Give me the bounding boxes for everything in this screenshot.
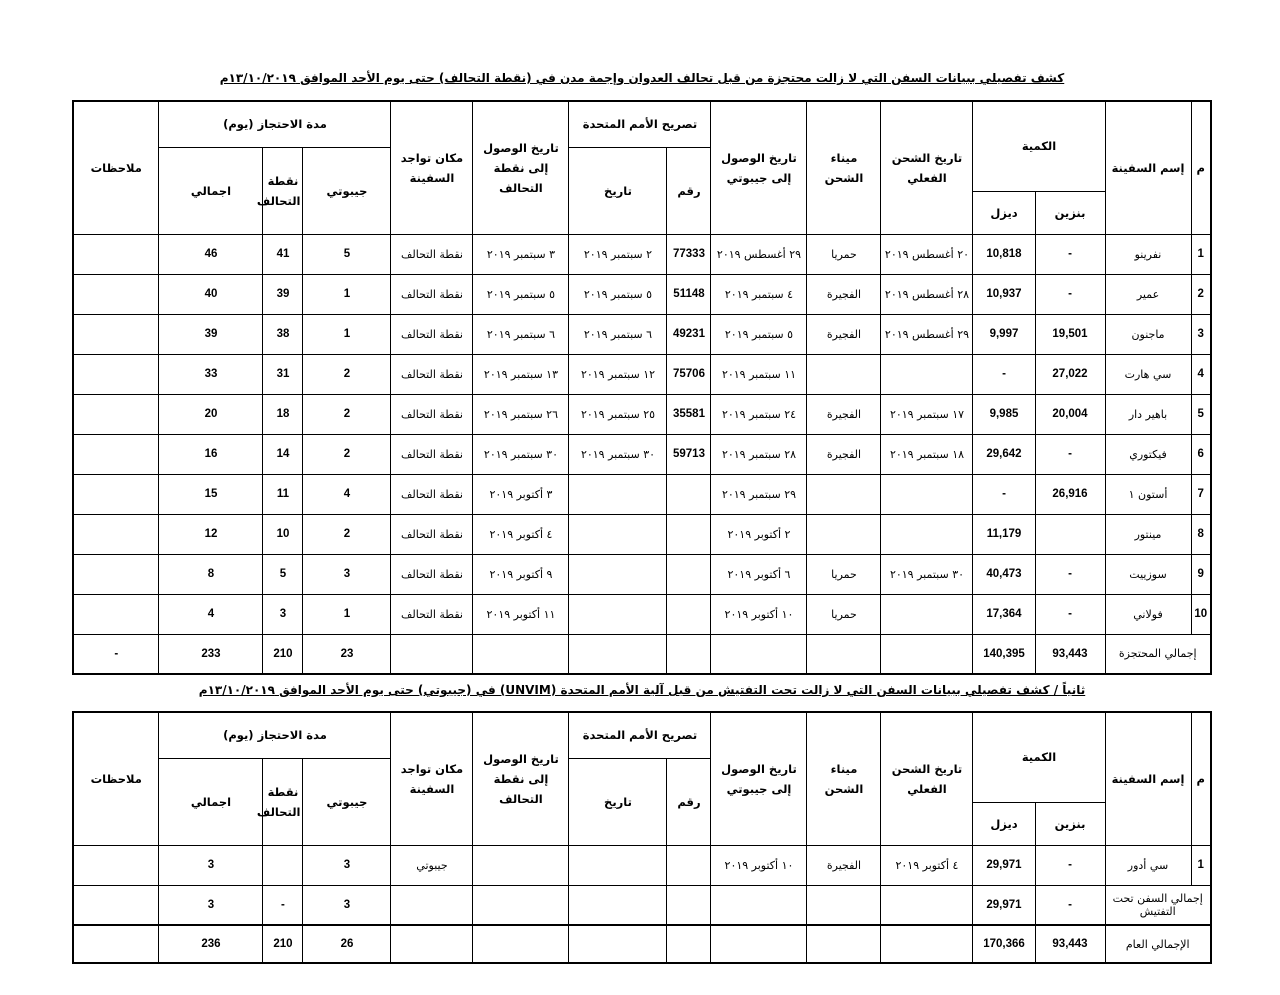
table1-cell-ship_date: ١٧ سبتمبر ٢٠١٩ [881,394,973,434]
table1-title: كشف تفصيلي ببيانات السفن التي لا زالت محتجزة من قبل تحالف العدوان وإجمة مدن في (نقطة التحالف) حتى يوم الأحد الموافق ١٣/١٠/٢٠١٩م [219,71,1065,85]
table1-cell-arr_dj: ٦ أكتوبر ٢٠١٩ [711,554,807,594]
table1-cell-d_dj: 2 [303,354,391,394]
table2-cell-d_dj: 3 [303,845,391,885]
table1-cell-loc: نقطة التحالف [391,474,473,514]
table1-cell-diesel: - [973,474,1035,514]
table1-cell-d_dj: 2 [303,514,391,554]
table1-cell-arr_dj: ١٠ أكتوبر ٢٠١٩ [711,594,807,634]
table1-cell-d_tot: 39 [159,314,263,354]
table1-cell-pno: 77333 [667,234,711,274]
table1-cell-notes [73,474,159,514]
inspection-ships-table [72,711,1212,964]
table1-header-location: مكان تواجد السفينة [391,101,473,234]
table1-cell-pdate: ٦ سبتمبر ٢٠١٩ [569,314,667,354]
table2-total-empty [473,885,569,925]
table1-cell-diesel: - [973,354,1035,394]
table2-total-empty [807,885,881,925]
table1-cell-arr_dj: ٢٩ أغسطس ٢٠١٩ [711,234,807,274]
table2-total-empty [711,885,807,925]
table2-cell-port: الفجيرة [807,845,881,885]
table1-cell-d_dj: 2 [303,434,391,474]
table1-cell-ship_date: ٣٠ سبتمبر ٢٠١٩ [881,554,973,594]
table2-total-empty [569,885,667,925]
table1-cell-pno [667,514,711,554]
table1-cell-ship_date: ٢٩ أغسطس ٢٠١٩ [881,314,973,354]
table2-cell-d_co [263,845,303,885]
table1-total-empty [881,634,973,674]
table1-cell-petrol: - [1035,274,1105,314]
table2-header-port: ميناء الشحن [807,712,881,845]
table1-cell-d_dj: 1 [303,594,391,634]
table1-cell-arr_dj: ٢٨ سبتمبر ٢٠١٩ [711,434,807,474]
table1-cell-ship_date: ١٨ سبتمبر ٢٠١٩ [881,434,973,474]
table1-cell-arr_co: ٥ سبتمبر ٢٠١٩ [473,274,569,314]
table1-cell-pdate [569,474,667,514]
table2-cell-d_tot: 3 [159,845,263,885]
table1-cell-loc: نقطة التحالف [391,274,473,314]
table1-cell-loc: نقطة التحالف [391,354,473,394]
table2-total-petrol: 93,443 [1035,925,1105,963]
table1-cell-port: الفجيرة [807,314,881,354]
table1-cell-ship: مينتور [1105,514,1191,554]
table1-total-d_dj: 23 [303,634,391,674]
table1-row [73,354,1211,394]
table2-total-d_tot: 236 [159,925,263,963]
table2-header-petrol: بنزين [1035,802,1105,845]
table1-cell-diesel: 40,473 [973,554,1035,594]
table2-row [73,845,1211,885]
table1-cell-loc: نقطة التحالف [391,554,473,594]
table2-total-d_co: - [263,885,303,925]
table1-cell-d_dj: 5 [303,234,391,274]
table1-cell-loc: نقطة التحالف [391,394,473,434]
table2-header-diesel: ديزل [973,802,1035,845]
table1-cell-loc: نقطة التحالف [391,514,473,554]
table1-cell-arr_co: ١٣ سبتمبر ٢٠١٩ [473,354,569,394]
table1-cell-notes [73,234,159,274]
table1-cell-d_dj: 3 [303,554,391,594]
table1-header-arrival-djibouti: تاريخ الوصول إلى جيبوتي [711,101,807,234]
table1-header-permit-date: تاريخ [569,147,667,234]
table2-total-notes [73,925,159,963]
table1-header-un-permit: تصريح الأمم المتحدة [569,101,711,147]
table1-cell-d_co: 5 [263,554,303,594]
table1-cell-port [807,514,881,554]
table1-cell-d_tot: 4 [159,594,263,634]
table1-cell-d_tot: 16 [159,434,263,474]
table1-total-empty [473,634,569,674]
table1-cell-diesel: 10,937 [973,274,1035,314]
table1-header-notes: ملاحظات [73,101,159,234]
table1-cell-num: 6 [1191,434,1211,474]
table2-total-label: الإجمالي العام [1105,925,1211,963]
table1-total-d_co: 210 [263,634,303,674]
table1-cell-num: 3 [1191,314,1211,354]
table1-cell-diesel: 17,364 [973,594,1035,634]
table2-cell-arr_co [473,845,569,885]
table2-total-empty [391,925,473,963]
table1-cell-d_dj: 1 [303,274,391,314]
table1-cell-pno [667,594,711,634]
table2-total-notes [73,885,159,925]
table1-cell-diesel: 9,985 [973,394,1035,434]
table1-cell-ship: عمير [1105,274,1191,314]
table1-total-d_tot: 233 [159,634,263,674]
table1-cell-arr_co: ٤ أكتوبر ٢٠١٩ [473,514,569,554]
table2-total-empty [391,885,473,925]
table1-cell-num: 8 [1191,514,1211,554]
table2-header-arrival-djibouti: تاريخ الوصول إلى جيبوتي [711,712,807,845]
table1-cell-ship_date [881,354,973,394]
table1-total-petrol: 93,443 [1035,634,1105,674]
table2-total-empty [881,885,973,925]
table2-total-diesel: 170,366 [973,925,1035,963]
table1-cell-loc: نقطة التحالف [391,314,473,354]
table1-cell-d_co: 18 [263,394,303,434]
table1-cell-ship_date: ٢٨ أغسطس ٢٠١٩ [881,274,973,314]
table1-cell-pno [667,554,711,594]
table1-row [73,594,1211,634]
table1-cell-d_dj: 1 [303,314,391,354]
table1-cell-diesel: 10,818 [973,234,1035,274]
table1-cell-pdate: ٢ سبتمبر ٢٠١٩ [569,234,667,274]
table2-total-empty [667,925,711,963]
table1-row [73,274,1211,314]
table1-cell-notes [73,314,159,354]
table1-cell-num: 9 [1191,554,1211,594]
table1-cell-ship_date [881,514,973,554]
table1-cell-ship: سوزييت [1105,554,1191,594]
table2-total-empty [881,925,973,963]
table1-cell-d_tot: 12 [159,514,263,554]
table1-cell-ship: نفرينو [1105,234,1191,274]
table1-cell-arr_co: ٣ سبتمبر ٢٠١٩ [473,234,569,274]
table2-header-permit-date: تاريخ [569,758,667,845]
table2-header-detention: مدة الاحتجاز (يوم) [159,712,391,758]
table2-total-row [73,925,1211,963]
table2-total-empty [667,885,711,925]
table2-header-ship-date: تاريخ الشحن الفعلي [881,712,973,845]
table1-header-detention-djibouti: جيبوتي [303,147,391,234]
table1-cell-notes [73,354,159,394]
table1-cell-notes [73,594,159,634]
table1-cell-petrol: - [1035,434,1105,474]
table1-cell-diesel: 11,179 [973,514,1035,554]
table1-cell-num: 2 [1191,274,1211,314]
table1-cell-arr_dj: ٢٤ سبتمبر ٢٠١٩ [711,394,807,434]
table1-cell-port: الفجيرة [807,274,881,314]
table2-total-label: إجمالي السفن تحت التفتيش [1105,885,1211,925]
table1-cell-ship: أستون ١ [1105,474,1191,514]
table1-header-detention-coalition: نقطة التحالف [263,147,303,234]
table1-cell-arr_dj: ٤ سبتمبر ٢٠١٩ [711,274,807,314]
table1-cell-notes [73,514,159,554]
table2-cell-pdate [569,845,667,885]
table2-header-notes: ملاحظات [73,712,159,845]
table2-header-location: مكان تواجد السفينة [391,712,473,845]
table1-total-row [73,634,1211,674]
table2-total-d_dj: 3 [303,885,391,925]
table1-header-permit-number: رقم [667,147,711,234]
table1-row [73,474,1211,514]
table2-header-quantity: الكمية [973,712,1105,802]
table1-cell-d_co: 11 [263,474,303,514]
table2-title: ثانياً / كشف تفصيلي ببيانات السفن التي لا زالت تحت التفتيش من قبل آلية الأمم المتحدة (UNVIM) في (جيبوتي) حتى يوم الأحد الموافق ١٣/١٠/٢٠١٩م [198,683,1086,697]
table2-total-diesel: 29,971 [973,885,1035,925]
table1-cell-d_dj: 2 [303,394,391,434]
table2-header-arrival-coalition: تاريخ الوصول إلى نقطة التحالف [473,712,569,845]
table1-cell-pdate: ٣٠ سبتمبر ٢٠١٩ [569,434,667,474]
table1-cell-ship: باهير دار [1105,394,1191,434]
table1-cell-d_tot: 40 [159,274,263,314]
table1-cell-pdate: ٢٥ سبتمبر ٢٠١٩ [569,394,667,434]
table1-cell-petrol: - [1035,554,1105,594]
table2-total-d_co: 210 [263,925,303,963]
table1-total-empty [667,634,711,674]
table1-row [73,234,1211,274]
table1-cell-arr_dj: ٢ أكتوبر ٢٠١٩ [711,514,807,554]
table1-header-petrol: بنزين [1035,191,1105,234]
table2-cell-diesel: 29,971 [973,845,1035,885]
table1-cell-num: 1 [1191,234,1211,274]
detained-ships-table [72,100,1212,675]
table1-total-label: إجمالي المحتجزة [1105,634,1211,674]
table2-cell-petrol: - [1035,845,1105,885]
table2-header-permit-number: رقم [667,758,711,845]
table1-cell-d_dj: 4 [303,474,391,514]
table1-cell-d_tot: 8 [159,554,263,594]
table1-cell-ship: فيكتوري [1105,434,1191,474]
table2-total-row [73,885,1211,925]
table1-cell-ship_date [881,474,973,514]
table1-cell-petrol: 27,022 [1035,354,1105,394]
table1-cell-ship: فولاني [1105,594,1191,634]
table1-cell-notes [73,554,159,594]
table1-total-empty [807,634,881,674]
table2-header-num: م [1191,712,1211,845]
table1-header-detention: مدة الاحتجاز (يوم) [159,101,391,147]
table1-cell-port: حمريا [807,234,881,274]
table1-header-ship-date: تاريخ الشحن الفعلي [881,101,973,234]
table1-total-notes: - [73,634,159,674]
table1-cell-pdate [569,514,667,554]
table1-cell-arr_dj: ٢٩ سبتمبر ٢٠١٩ [711,474,807,514]
table1-cell-pno [667,474,711,514]
table2-total-empty [569,925,667,963]
table1-cell-notes [73,434,159,474]
table1-row [73,554,1211,594]
table1-header-num: م [1191,101,1211,234]
table1-cell-port [807,354,881,394]
table1-cell-arr_co: ٣ أكتوبر ٢٠١٩ [473,474,569,514]
table1-cell-num: 7 [1191,474,1211,514]
table1-cell-pdate [569,554,667,594]
table2-cell-notes [73,845,159,885]
table2-total-empty [807,925,881,963]
table1-cell-d_co: 39 [263,274,303,314]
table1-cell-arr_dj: ١١ سبتمبر ٢٠١٩ [711,354,807,394]
table1-cell-port: حمريا [807,594,881,634]
table1-cell-d_co: 31 [263,354,303,394]
table1-cell-petrol: 20,004 [1035,394,1105,434]
table1-cell-d_co: 38 [263,314,303,354]
table1-cell-loc: نقطة التحالف [391,434,473,474]
table1-cell-d_co: 14 [263,434,303,474]
table2-header-detention-djibouti: جيبوتي [303,758,391,845]
table1-cell-pdate: ٥ سبتمبر ٢٠١٩ [569,274,667,314]
table1-row [73,514,1211,554]
table1-header-quantity: الكمية [973,101,1105,191]
table1-cell-port: حمريا [807,554,881,594]
table1-cell-num: 5 [1191,394,1211,434]
table1-row [73,434,1211,474]
table1-cell-petrol: - [1035,234,1105,274]
table2-header-detention-total: اجمالي [159,758,263,845]
table1-cell-petrol: - [1035,594,1105,634]
table1-cell-port: الفجيرة [807,394,881,434]
table1-cell-diesel: 9,997 [973,314,1035,354]
table2-total-empty [473,925,569,963]
table2-cell-pno [667,845,711,885]
table1-cell-arr_co: ٣٠ سبتمبر ٢٠١٩ [473,434,569,474]
table1-cell-ship: ماجنون [1105,314,1191,354]
table2-cell-arr_dj: ١٠ أكتوبر ٢٠١٩ [711,845,807,885]
table1-total-empty [569,634,667,674]
table1-header-detention-total: اجمالي [159,147,263,234]
table1-header-port: ميناء الشحن [807,101,881,234]
table1-cell-petrol: 26,916 [1035,474,1105,514]
table1-cell-d_co: 41 [263,234,303,274]
table1-cell-arr_co: ٦ سبتمبر ٢٠١٩ [473,314,569,354]
table1-cell-pno: 51148 [667,274,711,314]
table1-total-empty [391,634,473,674]
table1-cell-port: الفجيرة [807,434,881,474]
table1-cell-arr_co: ٢٦ سبتمبر ٢٠١٩ [473,394,569,434]
table1-cell-arr_co: ١١ أكتوبر ٢٠١٩ [473,594,569,634]
table1-cell-loc: نقطة التحالف [391,594,473,634]
table1-cell-d_tot: 15 [159,474,263,514]
table1-header-arrival-coalition: تاريخ الوصول إلى نقطة التحالف [473,101,569,234]
table1-cell-d_co: 3 [263,594,303,634]
table2-cell-ship_date: ٤ أكتوبر ٢٠١٩ [881,845,973,885]
table2-header-ship-name: إسم السفينة [1105,712,1191,845]
table1-cell-port [807,474,881,514]
table1-cell-d_tot: 33 [159,354,263,394]
table1-cell-notes [73,274,159,314]
table2-cell-ship: سي أدور [1105,845,1191,885]
table1-cell-pdate [569,594,667,634]
table1-cell-pno: 59713 [667,434,711,474]
table1-cell-petrol [1035,514,1105,554]
table1-cell-num: 10 [1191,594,1211,634]
table1-row [73,314,1211,354]
table1-total-empty [711,634,807,674]
table1-cell-petrol: 19,501 [1035,314,1105,354]
table1-cell-notes [73,394,159,434]
table2-total-d_tot: 3 [159,885,263,925]
table1-cell-pno: 35581 [667,394,711,434]
table2-header-detention-coalition: نقطة التحالف [263,758,303,845]
table2-total-empty [711,925,807,963]
table2-cell-loc: جيبوتي [391,845,473,885]
table1-total-diesel: 140,395 [973,634,1035,674]
table1-cell-d_tot: 20 [159,394,263,434]
table2-header-un-permit: تصريح الأمم المتحدة [569,712,711,758]
table1-row [73,394,1211,434]
table1-cell-arr_dj: ٥ سبتمبر ٢٠١٩ [711,314,807,354]
table1-cell-d_tot: 46 [159,234,263,274]
table2-total-d_dj: 26 [303,925,391,963]
table1-cell-loc: نقطة التحالف [391,234,473,274]
table1-cell-ship: سي هارت [1105,354,1191,394]
table1-cell-num: 4 [1191,354,1211,394]
table1-cell-diesel: 29,642 [973,434,1035,474]
table1-header-ship-name: إسم السفينة [1105,101,1191,234]
table2-total-petrol: - [1035,885,1105,925]
table1-cell-pdate: ١٢ سبتمبر ٢٠١٩ [569,354,667,394]
table1-cell-pno: 75706 [667,354,711,394]
table1-cell-arr_co: ٩ أكتوبر ٢٠١٩ [473,554,569,594]
table1-cell-ship_date [881,594,973,634]
table2-cell-num: 1 [1191,845,1211,885]
table1-cell-ship_date: ٢٠ أغسطس ٢٠١٩ [881,234,973,274]
table1-cell-d_co: 10 [263,514,303,554]
table1-header-diesel: ديزل [973,191,1035,234]
table1-cell-pno: 49231 [667,314,711,354]
